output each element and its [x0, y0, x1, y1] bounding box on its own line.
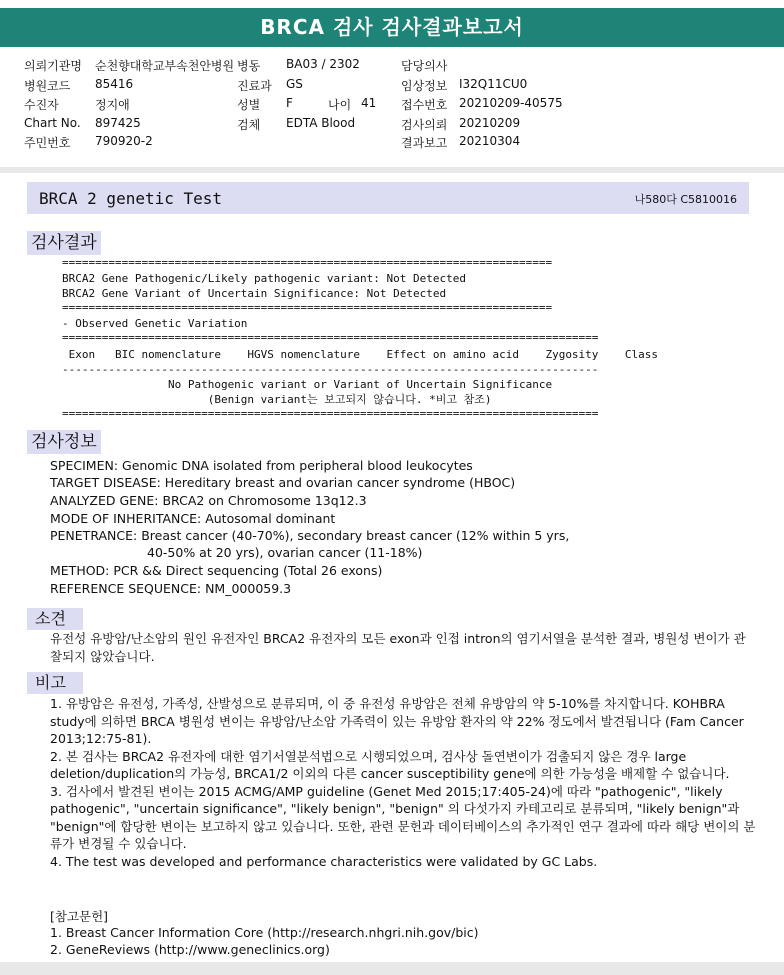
- age-label: 나이: [328, 98, 352, 112]
- info-reference: REFERENCE SEQUENCE: NM_000059.3: [50, 581, 292, 596]
- no-variant-line: No Pathogenic variant or Variant of Uncertain Significance: [62, 378, 553, 391]
- specimen-value: EDTA Blood: [286, 116, 356, 130]
- patient-value: 정지애: [95, 98, 130, 112]
- ward-label: 병동: [237, 59, 261, 73]
- info-mode: MODE OF INHERITANCE: Autosomal dominant: [50, 511, 336, 526]
- request-date-label: 검사의뢰: [401, 118, 448, 132]
- age-value: 41: [361, 96, 377, 110]
- report-date-value: 20210304: [459, 134, 521, 148]
- sex-label: 성별: [237, 98, 261, 112]
- clinical-label: 임상정보: [401, 79, 448, 93]
- test-header: [27, 182, 749, 214]
- remark-2: 2. 본 검사는 BRCA2 유전자에 대한 염기서열분석법으로 시행되었으며, 검사상 돌연변이가 검출되지 않은 경우 large deletion/duplication의 가능성, BRCA1/2 이외의 다른 cancer susceptibility gene에 의한 가능성을 배제할 수 없습니다.: [50, 748, 730, 781]
- remark-4: 4. The test was developed and performance characteristics were validated by GC Labs.: [50, 853, 598, 869]
- info-penetrance: PENETRANCE: Breast cancer (40-70%), secondary breast cancer (12% within 5 yrs,: [50, 528, 570, 543]
- remark-3: 3. 검사에서 발견된 변이는 2015 ACMG/AMP guideline (Genet Med 2015;17:405-24)에 따라 "pathogenic", "likely pathogenic", "uncertain significance", "likely benign", "benign" 의 다섯가지 카테고리로 분류되며, "likely benign"과 "benign"에 합당한 변이는 보고하지 않고 있습니다. 또한, 관련 문헌과 데이터베이스의 추가적인 연구 결과에 따라 해당 변이의 분류가 변경될 수 있습니다.: [50, 783, 756, 851]
- specimen-label: 검체: [237, 118, 261, 132]
- hospital-label: 의뢰기관명: [24, 59, 82, 73]
- benign-note-line: (Benign variant는 보고되지 않습니다. *비고 참조): [62, 393, 492, 406]
- variant-table-header: Exon BIC nomenclature HGVS nomenclature Effect on amino acid Zygosity Class: [62, 348, 659, 361]
- ssn-value: 790920-2: [95, 134, 153, 148]
- table-rule: =================================================================================: [62, 407, 599, 420]
- result-rule: ==========================================================================: [62, 256, 553, 269]
- info-penetrance-cont: 40-50% at 20 yrs), ovarian cancer (11-18%): [147, 545, 423, 560]
- dept-label: 진료과: [237, 79, 272, 93]
- sex-value: F: [286, 96, 293, 110]
- remark-1: 1. 유방암은 유전성, 가족성, 산발성으로 분류되며, 이 중 유전성 유방암은 전체 유방암의 약 5-10%를 차지합니다. KOHBRA study에 의하면 BRCA 병원성 변이는 유방암/난소암 가족력이 있는 유방암 환자의 약 22% 정도에서 발견됩니다 (Fam Cancer 2013;12:75-81).: [50, 696, 744, 746]
- chart-label: Chart No.: [24, 116, 81, 130]
- test-name: BRCA 2 genetic Test: [39, 189, 223, 208]
- references-heading: [참고문헌]: [50, 909, 109, 924]
- info-method: METHOD: PCR && Direct sequencing (Total 26 exons): [50, 563, 383, 578]
- reference-1: 1. Breast Cancer Information Core (http://research.nhgri.nih.gov/bic): [50, 925, 479, 940]
- reference-2: 2. GeneReviews (http://www.geneclinics.org): [50, 942, 330, 957]
- ward-value: BA03 / 2302: [286, 57, 360, 71]
- request-date-value: 20210209: [459, 116, 521, 130]
- remarks-heading: 비고: [27, 672, 83, 694]
- report-title: BRCA 검사 검사결과보고서: [0, 8, 784, 47]
- footer-bar: [0, 962, 784, 975]
- hospcode-label: 병원코드: [24, 79, 71, 93]
- result-pathogenic-line: BRCA2 Gene Pathogenic/Likely pathogenic variant: Not Detected: [62, 272, 466, 285]
- table-rule: ---------------------------------------------------------------------------------: [62, 363, 599, 376]
- result-rule: ==========================================================================: [62, 301, 553, 314]
- result-vus-line: BRCA2 Gene Variant of Uncertain Significance: Not Detected: [62, 287, 447, 300]
- remarks-body: [50, 695, 756, 870]
- ssn-label: 주민번호: [24, 136, 71, 150]
- info-heading: 검사정보: [27, 430, 101, 454]
- finding-text: [50, 630, 756, 665]
- finding-paragraph: 유전성 유방암/난소암의 원인 유전자인 BRCA2 유전자의 모든 exon과 인접 intron의 염기서열을 분석한 결과, 병원성 변이가 관찰되지 않았습니다.: [50, 631, 746, 664]
- info-specimen: SPECIMEN: Genomic DNA isolated from peripheral blood leukocytes: [50, 458, 473, 473]
- hospital-value: 순천향대학교부속천안병원: [95, 59, 235, 73]
- dept-value: GS: [286, 77, 303, 91]
- doctor-label: 담당의사: [401, 59, 448, 73]
- info-gene: ANALYZED GENE: BRCA2 on Chromosome 13q12.3: [50, 493, 367, 508]
- report-date-label: 결과보고: [401, 136, 448, 150]
- hospcode-value: 85416: [95, 77, 134, 91]
- clinical-value: I32Q11CU0: [459, 77, 528, 91]
- section-divider: [0, 167, 784, 173]
- result-heading: 검사결과: [27, 231, 101, 255]
- table-rule: =================================================================================: [62, 331, 599, 344]
- info-disease: TARGET DISEASE: Hereditary breast and ovarian cancer syndrome (HBOC): [50, 475, 516, 490]
- test-code: 나580다 C5810016: [634, 193, 737, 206]
- chart-value: 897425: [95, 116, 141, 130]
- finding-heading: 소견: [27, 608, 83, 630]
- receipt-value: 20210209-40575: [459, 96, 563, 110]
- observed-variation-label: - Observed Genetic Variation: [62, 317, 248, 330]
- receipt-label: 접수번호: [401, 98, 448, 112]
- patient-label: 수진자: [24, 98, 59, 112]
